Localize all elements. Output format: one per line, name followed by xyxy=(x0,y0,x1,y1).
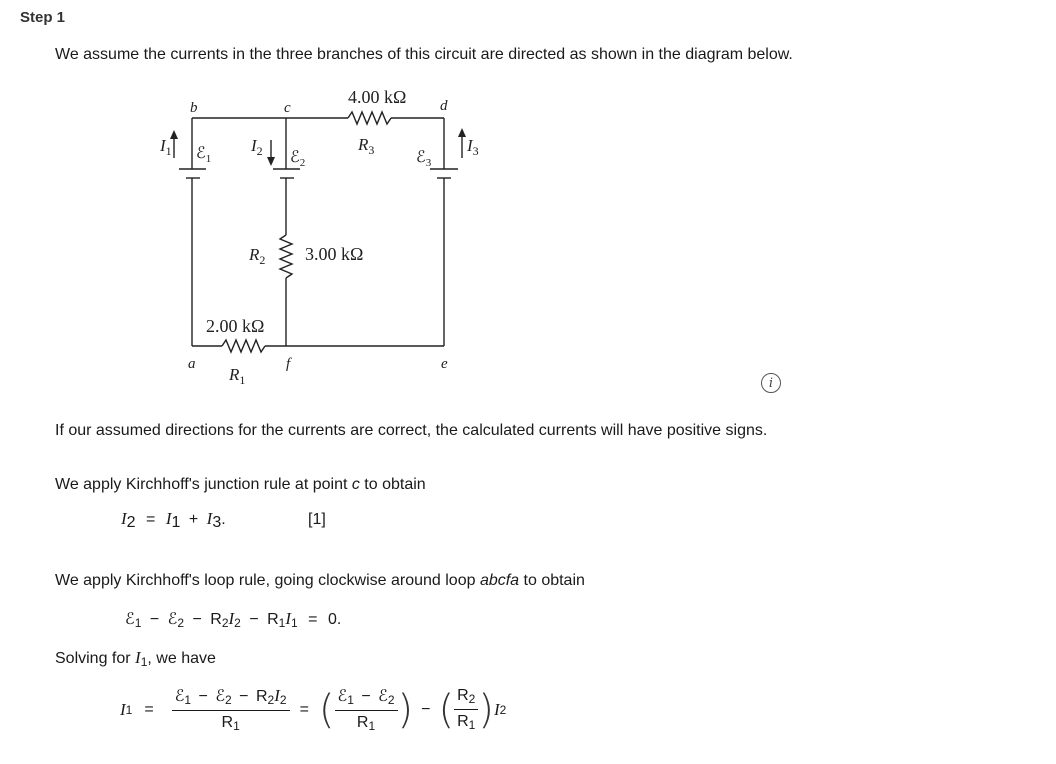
solution-fraction-1: $\frac{ℰ_1 - ℰ_2 - R_2I_2}{R_1}$ xyxy=(172,686,290,733)
i2-label: $I_2$ xyxy=(251,136,263,158)
r1-label: $R_1$ xyxy=(229,365,246,387)
solution-fraction-2: $\frac{ℰ_1 - ℰ_2}{R_1}$ xyxy=(335,686,398,733)
node-d: d xyxy=(440,98,448,114)
intro-text: We assume the currents in the three branches of this circuit are directed as shown in the diagram below. xyxy=(55,46,793,63)
node-e: e xyxy=(441,356,448,372)
arrowhead-i3 xyxy=(458,128,466,137)
solution-fraction-3: $\frac{R_2}{R_1}$ xyxy=(454,687,478,732)
node-f: f xyxy=(286,356,291,372)
junction-text: We apply Kirchhoff's junction rule at point c to obtain xyxy=(55,476,426,493)
r3-value: 4.00 kΩ xyxy=(348,87,407,107)
info-icon[interactable]: i xyxy=(761,373,781,393)
resistor-r2 xyxy=(280,235,292,278)
i1-label: $I_1$ xyxy=(160,136,172,158)
r3-label: $R_3$ xyxy=(358,135,375,157)
arrowhead-i2 xyxy=(267,157,275,166)
resistor-r1 xyxy=(222,340,265,352)
node-a: a xyxy=(188,356,196,372)
resistor-r3 xyxy=(348,112,391,124)
emf1-label: ℰ$_1$ xyxy=(196,145,212,165)
r1-value: 2.00 kΩ xyxy=(206,316,265,336)
node-b: b xyxy=(190,100,198,116)
r2-label: $R_2$ xyxy=(249,245,266,267)
circuit-diagram xyxy=(130,78,510,396)
emf3-label: ℰ$_3$ xyxy=(416,149,432,169)
emf2-label: ℰ$_2$ xyxy=(290,149,306,169)
junction-equation: $I_2 = I_1 + I_3$. xyxy=(121,509,226,531)
arrowhead-i1 xyxy=(170,130,178,139)
loop-text: We apply Kirchhoff's loop rule, going clockwise around loop abcfa to obtain xyxy=(55,572,585,589)
step-title: Step 1 xyxy=(20,9,66,26)
node-c: c xyxy=(284,100,291,116)
solution-equation: I 1 = $\frac{ℰ_1 - ℰ_2 - R_2I_2}{R_1}$ = ( $\frac{ℰ_1 - ℰ_2}{R_1}$ ) − ( $\frac{R_2}{R_1}$ ) I 2 xyxy=(120,686,507,733)
equation-number: [1] xyxy=(308,511,326,528)
r2-value: 3.00 kΩ xyxy=(305,244,364,264)
sign-note: If our assumed directions for the currents are correct, the calculated currents will have positive signs. xyxy=(55,422,768,439)
loop-equation: ℰ$_1$ − ℰ$_2$ − $R_2I_2 - R_1I_1 = 0$. xyxy=(125,609,342,630)
solving-text: Solving for $I_1$, we have xyxy=(55,648,216,669)
i3-label: $I_3$ xyxy=(467,136,479,158)
